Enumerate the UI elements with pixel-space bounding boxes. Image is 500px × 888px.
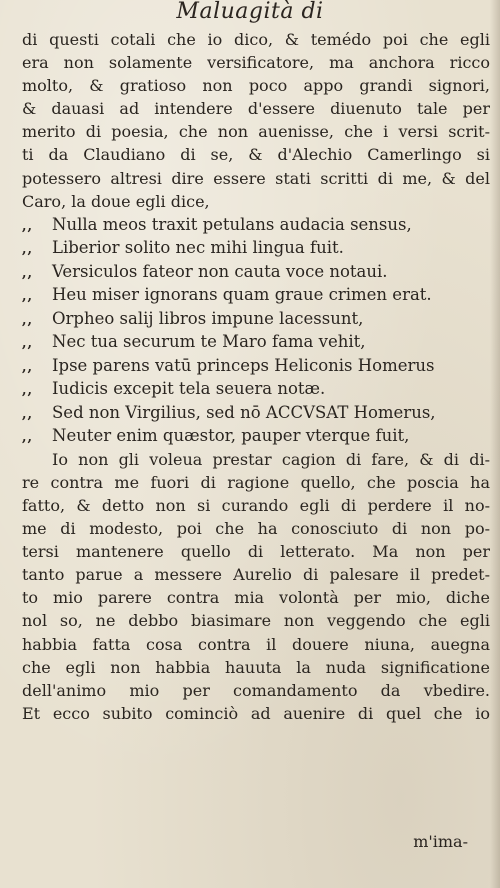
verse-line — [22, 401, 490, 425]
verse-text: Nec tua securum te Maro fama vehit, — [52, 332, 366, 352]
verse-text: Liberior solito nec mihi lingua fuit. — [52, 238, 344, 258]
verse-line — [22, 213, 490, 237]
verse-line — [22, 283, 490, 307]
verse-line — [22, 260, 490, 284]
prose-line: molto, & gratioso non poco appo grandi signori, — [22, 76, 490, 96]
quote-mark: ,, — [22, 336, 34, 352]
quote-mark: ,, — [22, 289, 34, 305]
prose-line: habbia fatta cosa contra il douere niuna, auegna — [22, 634, 490, 654]
quote-mark: ,, — [22, 218, 34, 234]
verse-text: Heu miser ignorans quam graue crimen erat. — [52, 285, 432, 305]
prose-line: re contra me fuori di ragione quello, che poscia ha — [22, 472, 490, 492]
verse-line — [22, 307, 490, 331]
verse-line — [22, 377, 490, 401]
verse-line — [22, 236, 490, 260]
verse-block — [22, 213, 490, 448]
prose-line: ti da Claudiano di se, & d'Alechio Camerlingo si — [22, 145, 490, 165]
quote-mark: ,, — [22, 242, 34, 258]
page-edge-shadow — [490, 0, 500, 888]
body-text — [22, 28, 490, 725]
prose-line: che egli non habbia hauuta la nuda significatione — [22, 657, 490, 677]
verse-text: Versiculos fateor non cauta voce notaui. — [52, 261, 388, 281]
quote-mark: ,, — [22, 406, 34, 422]
prose-line: Io non gli voleua prestar cagion di fare, & di di- — [52, 449, 490, 469]
verse-text: Sed non Virgilius, sed nō ACCVSAT Homerus, — [52, 402, 436, 422]
verse-line — [22, 424, 490, 448]
prose-line: merito di poesia, che non auenisse, che i versi scrit- — [22, 122, 490, 142]
quote-mark: ,, — [22, 312, 34, 328]
catchword: m'ima- — [413, 832, 468, 851]
prose-line: me di modesto, poi che ha conosciuto di non po- — [22, 519, 490, 539]
prose-line: & dauasi ad intendere d'essere diuenuto tale per — [22, 99, 490, 119]
prose-line: Et ecco subito cominciò ad auenire di quel che io — [22, 703, 490, 723]
verse-text: Neuter enim quæstor, pauper vterque fuit, — [52, 426, 410, 446]
prose-line: tanto parue a messere Aurelio di palesare il predet- — [22, 565, 490, 585]
prose-line: dell'animo mio per comandamento da vbedire. — [22, 680, 490, 700]
quote-mark: ,, — [22, 383, 34, 399]
verse-line — [22, 330, 490, 354]
quote-mark: ,, — [22, 359, 34, 375]
verse-text: Orpheo salij libros impune lacessunt, — [52, 308, 364, 328]
quote-mark: ,, — [22, 430, 34, 446]
verse-text: Iudicis excepit tela seuera notæ. — [52, 379, 326, 399]
prose-line: di questi cotali che io dico, & temédo poi che egli — [22, 30, 490, 49]
prose-line: potessero altresi dire essere stati scritti di me, & del — [22, 168, 490, 188]
prose-line: fatto, & detto non si curando egli di perdere il no- — [22, 495, 490, 515]
verse-line — [22, 354, 490, 378]
quote-mark: ,, — [22, 265, 34, 281]
running-head: Maluagità di — [176, 0, 324, 24]
prose-line: era non solamente versificatore, ma anchora ricco — [22, 53, 490, 73]
verse-text: Nulla meos traxit petulans audacia sensus, — [52, 214, 412, 234]
verse-text: Ipse parens vatū princeps Heliconis Homerus — [52, 355, 435, 375]
prose-line: Caro, la doue egli dice, — [22, 191, 210, 211]
prose-line: tersi mantenere quello di letterato. Ma non per — [22, 542, 490, 562]
prose-line: nol so, ne debbo biasimare non veggendo che egli — [22, 611, 490, 631]
prose-line: to mio parere contra mia volontà per mio, diche — [22, 588, 490, 608]
